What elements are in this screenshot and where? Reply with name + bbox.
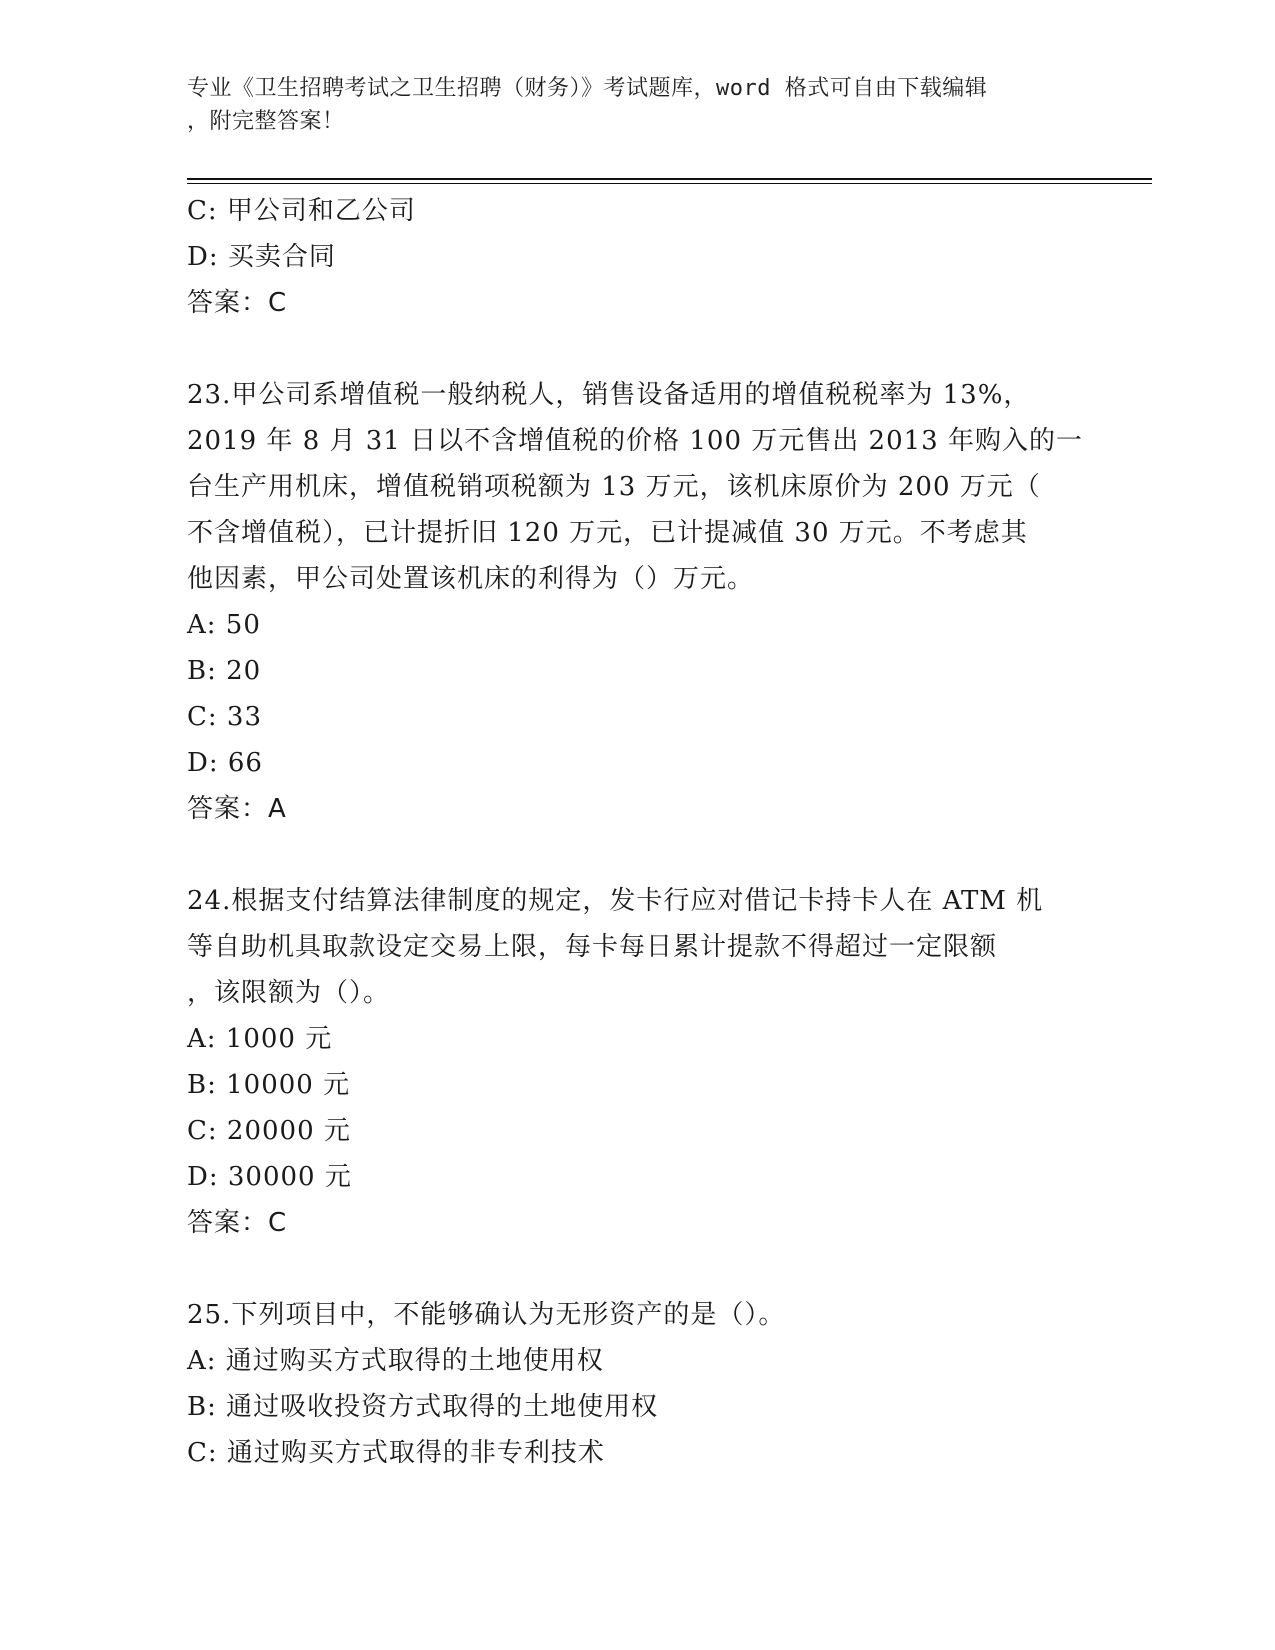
spacer (187, 832, 1087, 878)
option-b: B: 通过吸收投资方式取得的土地使用权 (187, 1392, 659, 1422)
question-text-line: 台生产用机床，增值税销项税额为 13 万元，该机床原价为 200 万元（ (187, 472, 1041, 502)
question-text-line: 23.甲公司系增值税一般纳税人，销售设备适用的增值税税率为 13%， (187, 380, 1031, 410)
answer: 答案：C (187, 1208, 288, 1238)
option-d: D: 66 (187, 748, 263, 778)
option-b: B: 10000 元 (187, 1070, 351, 1100)
question-text-line: 等自助机具取款设定交易上限，每卡每日累计提款不得超过一定限额 (187, 932, 998, 962)
header-rule-thick (187, 178, 1152, 180)
option-d: D: 买卖合同 (187, 242, 336, 272)
question-text-line: 25.下列项目中，不能够确认为无形资产的是（）。 (187, 1300, 786, 1330)
option-d: D: 30000 元 (187, 1162, 352, 1192)
option-a: A: 1000 元 (187, 1024, 333, 1054)
option-c: C: 甲公司和乙公司 (187, 196, 416, 226)
option-b: B: 20 (187, 656, 262, 686)
question-content (187, 188, 1087, 1476)
question-text-line: 他因素，甲公司处置该机床的利得为（）万元。 (187, 564, 755, 594)
option-c: C: 通过购买方式取得的非专利技术 (187, 1438, 605, 1468)
option-c: C: 33 (187, 702, 263, 732)
option-c: C: 20000 元 (187, 1116, 351, 1146)
document-header (187, 72, 1067, 138)
header-line-1: 专业《卫生招聘考试之卫生招聘（财务）》考试题库，word 格式可自由下载编辑 (187, 76, 988, 101)
spacer (187, 326, 1087, 372)
header-line-2: ，附完整答案！ (187, 109, 345, 134)
question-25 (187, 1292, 1087, 1476)
question-23 (187, 372, 1087, 832)
option-a: A: 通过购买方式取得的土地使用权 (187, 1346, 604, 1376)
answer: 答案：C (187, 288, 288, 318)
question-text-line: ，该限额为（）。 (187, 978, 391, 1008)
question-text-line: 2019 年 8 月 31 日以不含增值税的价格 100 万元售出 2013 年购入的一 (187, 426, 1083, 456)
question-24 (187, 878, 1087, 1246)
option-a: A: 50 (187, 610, 261, 640)
answer: 答案：A (187, 794, 287, 824)
prev-question-tail (187, 188, 1087, 326)
spacer (187, 1246, 1087, 1292)
question-text-line: 24.根据支付结算法律制度的规定，发卡行应对借记卡持卡人在 ATM 机 (187, 886, 1044, 916)
question-text-line: 不含增值税），已计提折旧 120 万元，已计提减值 30 万元。不考虑其 (187, 518, 1028, 548)
header-rule-thin (187, 183, 1152, 184)
